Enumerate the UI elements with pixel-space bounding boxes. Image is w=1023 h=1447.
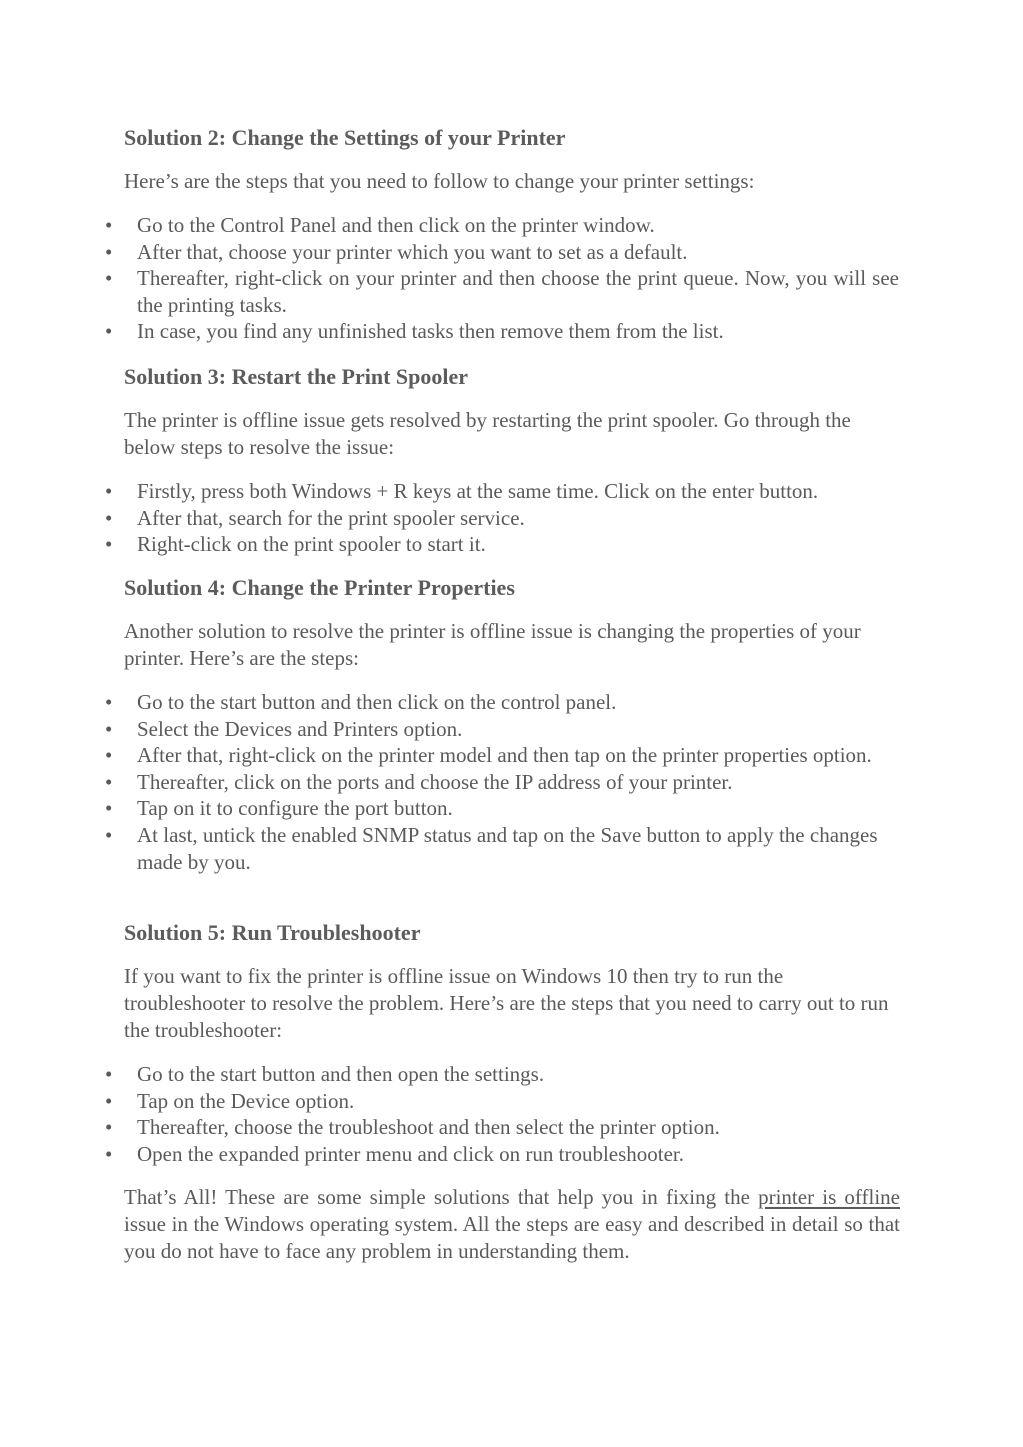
- bullet-icon: •: [105, 505, 113, 530]
- bullet-icon: •: [105, 479, 113, 503]
- bullet-icon: •: [105, 769, 113, 794]
- section-intro-solution-5: If you want to fix the printer is offline issue on Windows 10 then try to run the troubleshooter to resolve the problem. Here’s are the steps that you need to carry out to run the troubleshooter:: [124, 964, 889, 1042]
- bullet-icon: •: [105, 822, 113, 847]
- bullet-icon: •: [105, 743, 113, 768]
- step-list-solution-4: [0, 689, 1023, 875]
- section-intro-solution-2: Here’s are the steps that you need to follow to change your printer settings:: [124, 169, 755, 193]
- list-item: • After that, search for the print spooler service.: [105, 505, 525, 530]
- bullet-icon: •: [105, 690, 113, 714]
- conclusion-paragraph: [124, 1184, 900, 1264]
- list-item: • At last, untick the enabled SNMP status and tap on the Save button to apply the changes made by you.: [105, 822, 878, 874]
- conclusion-text-before: That’s All! These are some simple solutions that help you in fixing the: [124, 1185, 759, 1209]
- section-heading-solution-3: Solution 3: Restart the Print Spooler: [124, 364, 469, 389]
- list-item: • After that, choose your printer which you want to set as a default.: [105, 239, 688, 264]
- bullet-icon: •: [105, 1115, 113, 1140]
- list-item: • Tap on the Device option.: [105, 1088, 355, 1113]
- list-item: • Thereafter, click on the ports and choose the IP address of your printer.: [105, 769, 733, 794]
- section-intro-solution-4: Another solution to resolve the printer is offline issue is changing the properties of your printer. Here’s are the steps:: [124, 619, 861, 670]
- conclusion-text-after: issue in the Windows operating system. All the steps are easy and described in detail so that you do not have to face any problem in understanding them.: [124, 1211, 900, 1263]
- list-item: • Right-click on the print spooler to start it.: [105, 532, 486, 557]
- bullet-icon: •: [105, 266, 113, 291]
- bullet-icon: •: [105, 213, 113, 237]
- bullet-icon: •: [105, 716, 113, 741]
- bullet-icon: •: [105, 1141, 113, 1166]
- bullet-icon: •: [105, 1062, 113, 1086]
- list-item: • Go to the start button and then open the settings.: [105, 1062, 545, 1086]
- list-item: • Tap on it to configure the port button.: [105, 796, 453, 821]
- bullet-icon: •: [105, 319, 113, 344]
- bullet-icon: •: [105, 239, 113, 264]
- step-list-solution-5: [0, 1061, 1023, 1167]
- list-item: • Go to the start button and then click on the control panel.: [105, 690, 617, 714]
- section-heading-solution-2: Solution 2: Change the Settings of your Printer: [124, 125, 566, 150]
- list-item: • Thereafter, choose the troubleshoot and then select the printer option.: [105, 1115, 720, 1140]
- section-heading-solution-4: Solution 4: Change the Printer Properties: [124, 575, 515, 600]
- step-list-solution-2: [0, 212, 1023, 345]
- list-item: • After that, right-click on the printer model and then tap on the printer properties option.: [105, 743, 872, 768]
- bullet-icon: •: [105, 796, 113, 821]
- bullet-icon: •: [105, 1088, 113, 1113]
- list-item: • Thereafter, right-click on your printer and then choose the print queue. Now, you will see the printing tasks.: [105, 266, 899, 317]
- list-item: • Go to the Control Panel and then click on the printer window.: [105, 213, 655, 237]
- list-item: • In case, you find any unfinished tasks then remove them from the list.: [105, 319, 724, 344]
- section-heading-solution-5: Solution 5: Run Troubleshooter: [124, 920, 421, 945]
- list-item: • Select the Devices and Printers option.: [105, 716, 463, 741]
- list-item: • Open the expanded printer menu and click on run troubleshooter.: [105, 1141, 685, 1166]
- list-item: • Firstly, press both Windows + R keys at the same time. Click on the enter button.: [105, 479, 819, 503]
- printer-offline-link[interactable]: printer is offline: [758, 1185, 900, 1209]
- step-list-solution-3: [0, 478, 1023, 558]
- bullet-icon: •: [105, 532, 113, 557]
- section-intro-solution-3: The printer is offline issue gets resolved by restarting the print spooler. Go through the below steps to resolve the issue:: [124, 408, 851, 459]
